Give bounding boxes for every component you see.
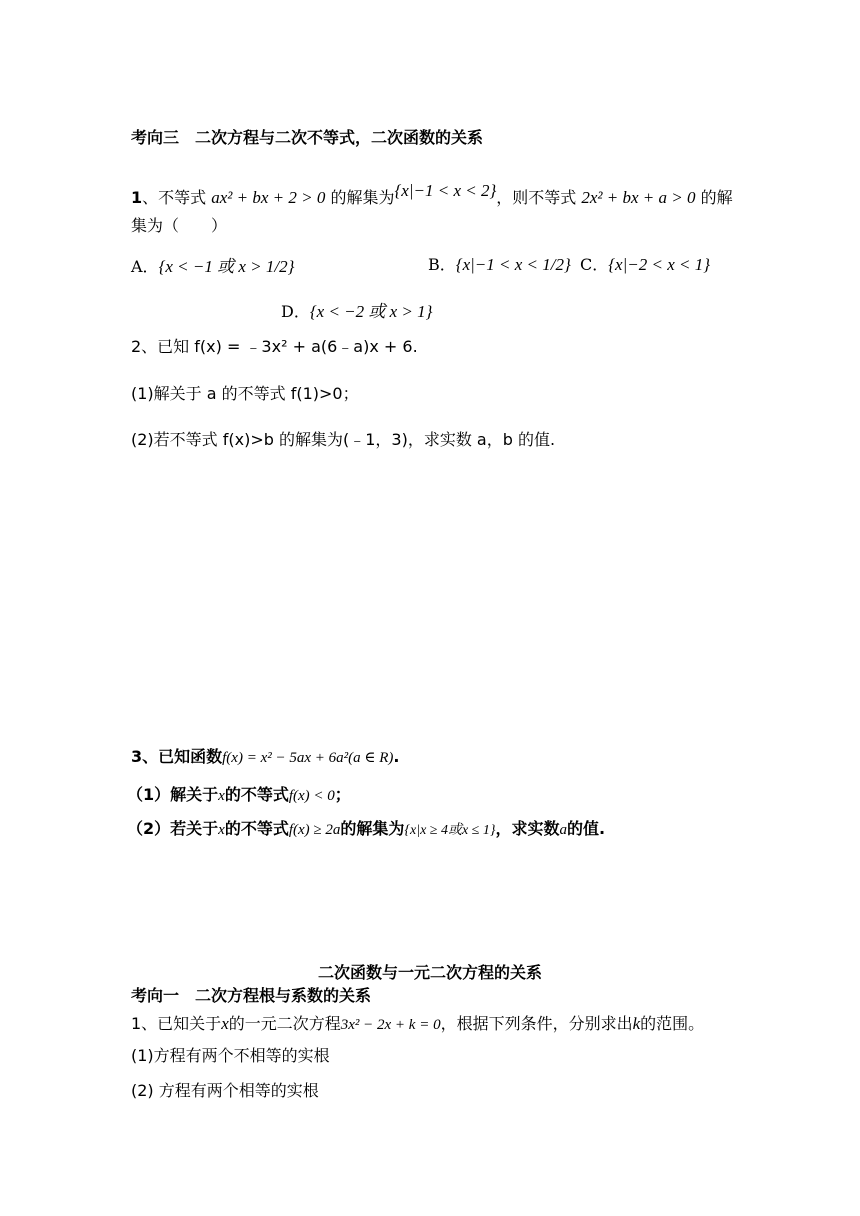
section-title: 二次函数与一元二次方程的关系 bbox=[317, 963, 542, 982]
question-2-part-1: (1)解关于 a 的不等式 f(1)>0； bbox=[131, 384, 359, 403]
option-d bbox=[281, 297, 432, 322]
s1q1-mid: 的一元二次方程 bbox=[228, 1014, 341, 1033]
section-heading-3: 考向三 二次方程与二次不等式，二次函数的关系 bbox=[131, 128, 484, 147]
question-3-part-1-mid: 的不等式 bbox=[224, 785, 289, 804]
section-1-part-2: (2) 方程有两个相等的实根 bbox=[131, 1081, 319, 1100]
option-c bbox=[580, 252, 710, 275]
question-1-line-2: 集为（ ） bbox=[131, 216, 228, 235]
section-1-part-1: (1)方程有两个不相等的实根 bbox=[131, 1046, 330, 1065]
question-2-stem: 2、已知 f(x) = ﹣3x² + a(6﹣a)x + 6. bbox=[131, 337, 418, 356]
question-1-line-1 bbox=[131, 181, 733, 209]
question-3-part-2-set: {x|x ≥ 4或x ≤ 1} bbox=[404, 823, 496, 838]
section-heading-1: 考向一 二次方程根与系数的关系 bbox=[131, 986, 372, 1005]
question-1-text2: 的解集为 bbox=[330, 188, 395, 207]
question-3-part-1-var: x bbox=[218, 788, 225, 804]
option-b-label: B． bbox=[428, 255, 456, 274]
question-3-part-2-var2: a bbox=[559, 822, 567, 838]
question-3-part-1-formula: f(x) < 0 bbox=[288, 788, 335, 804]
option-c-value: {x|−2 < x < 1} bbox=[608, 255, 711, 274]
option-a bbox=[131, 252, 294, 277]
question-3-part-2-mid3: ，求实数 bbox=[495, 819, 560, 838]
question-1-inequality-1: ax² + bx + 2 > 0 bbox=[211, 188, 326, 207]
question-1-sep: 、 bbox=[142, 188, 159, 207]
s1q1-prefix: 1、已知关于 bbox=[131, 1014, 222, 1033]
question-3-prefix: 3、已知函数 bbox=[131, 747, 223, 766]
option-a-label: A． bbox=[131, 257, 159, 276]
question-3-formula: f(x) = x² − 5ax + 6a²(a ∈ R) bbox=[222, 750, 394, 766]
question-3-part-2-formula: f(x) ≥ 2a bbox=[288, 822, 341, 838]
question-3-part-2-suffix: 的值. bbox=[566, 819, 606, 838]
question-3-part-2-prefix: （2）若关于 bbox=[127, 819, 219, 838]
option-a-value: {x < −1 或 x > 1/2} bbox=[158, 257, 295, 276]
question-3-part-2 bbox=[127, 818, 605, 842]
option-c-label: C． bbox=[580, 255, 609, 274]
question-1-solution-set: {x|−1 < x < 2} bbox=[394, 181, 497, 200]
s1q1-var: x bbox=[221, 1014, 229, 1033]
option-b-value: {x|−1 < x < 1/2} bbox=[455, 255, 571, 274]
question-1-inequality-2: 2x² + bx + a > 0 bbox=[581, 188, 696, 207]
question-1-number: 1 bbox=[131, 188, 143, 207]
option-b bbox=[428, 252, 571, 275]
question-3-suffix: . bbox=[393, 747, 400, 766]
question-1-text3: ，则不等式 bbox=[496, 188, 577, 207]
s1q1-mid2: ，根据下列条件，分别求出 bbox=[440, 1014, 633, 1033]
option-d-value: {x < −2 或 x > 1} bbox=[309, 302, 433, 321]
question-3-part-1 bbox=[127, 784, 351, 807]
s1q1-suffix: 的范围。 bbox=[640, 1014, 705, 1033]
question-3-part-2-mid2: 的解集为 bbox=[340, 819, 405, 838]
question-1-text4: 的解 bbox=[700, 188, 733, 207]
question-3-part-1-suffix: ； bbox=[334, 785, 351, 804]
question-3-part-2-var: x bbox=[218, 822, 225, 838]
question-1-text1: 不等式 bbox=[158, 188, 207, 207]
question-2-part-2: (2)若不等式 f(x)>b 的解集为(﹣1，3)，求实数 a，b 的值. bbox=[131, 430, 556, 449]
option-d-label: D． bbox=[281, 302, 310, 321]
question-3-part-1-prefix: （1）解关于 bbox=[127, 785, 219, 804]
question-3-stem bbox=[131, 746, 399, 769]
question-3-part-2-mid: 的不等式 bbox=[224, 819, 289, 838]
s1q1-formula: 3x² − 2x + k = 0 bbox=[340, 1017, 441, 1033]
s1q1-var2: k bbox=[632, 1014, 641, 1033]
section-1-question-1 bbox=[131, 1013, 704, 1036]
